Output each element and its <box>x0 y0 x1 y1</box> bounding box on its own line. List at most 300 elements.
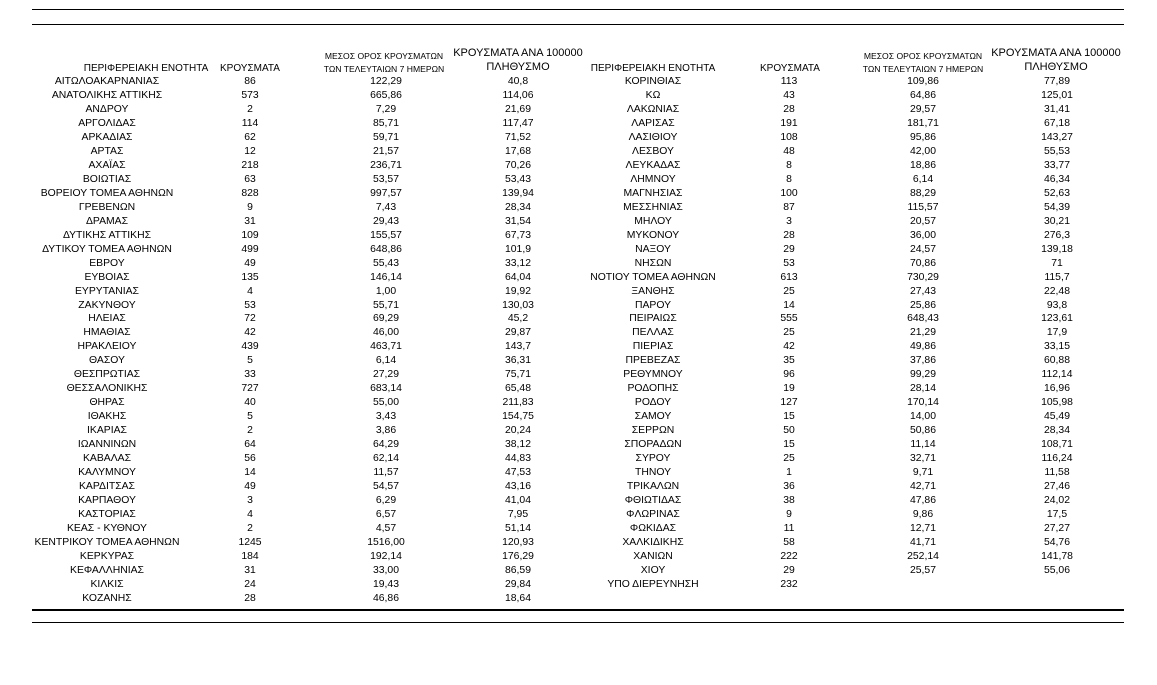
right-per100k-cell: 125,01 <box>1041 89 1073 101</box>
left-region-cell: ΚΕΦΑΛΛΗΝΙΑΣ <box>70 564 144 576</box>
right-per100k-cell: 17,9 <box>1046 327 1068 339</box>
right-per100k-cell: 67,18 <box>1043 117 1070 129</box>
left-region-cell: ΘΑΣΟΥ <box>89 355 125 367</box>
left-per100k-cell: 53,43 <box>504 173 531 185</box>
right-region-cell: ΛΑΡΙΣΑΣ <box>631 117 675 129</box>
right-avg7-cell: 41,71 <box>909 537 936 548</box>
left-avg7-cell: 463,71 <box>370 341 402 353</box>
left-cases-cell: 31 <box>244 215 256 227</box>
right-per100k-cell: 71 <box>1051 257 1063 269</box>
left-avg7-cell: 59,71 <box>372 131 399 143</box>
right-avg7-cell: 36,00 <box>909 229 936 241</box>
right-per100k-cell: 55,06 <box>1043 564 1070 576</box>
left-region-cell: ΚΑΡΠΑΘΟΥ <box>78 495 136 507</box>
right-cases-cell: 25 <box>783 285 795 297</box>
right-cases-cell: 191 <box>780 117 798 129</box>
left-region-cell: ΔΥΤΙΚΗΣ ΑΤΤΙΚΗΣ <box>62 229 152 241</box>
right-per100k-cell: 17,5 <box>1046 509 1068 521</box>
left-region-cell: ΙΩΑΝΝΙΝΩΝ <box>77 439 137 451</box>
left-per100k-cell: 28,34 <box>504 201 531 213</box>
right-region-cell: ΚΟΡΙΝΘΙΑΣ <box>624 76 682 87</box>
right-avg7-cell: 25,57 <box>909 564 936 576</box>
right-avg7-cell: 12,71 <box>909 523 936 535</box>
left-region-cell: ΘΕΣΠΡΩΤΙΑΣ <box>73 369 141 381</box>
right-region-cell: ΦΩΚΙΔΑΣ <box>629 523 677 535</box>
left-avg7-cell: 85,71 <box>372 117 399 129</box>
left-avg7-cell: 236,71 <box>370 159 402 171</box>
right-region-cell: ΜΥΚΟΝΟΥ <box>626 229 680 241</box>
left-per100k-cell: 19,92 <box>504 285 531 297</box>
left-region-cell: ΓΡΕΒΕΝΩΝ <box>78 201 136 213</box>
left-cases-cell: 33 <box>244 369 256 381</box>
left-cases-cell: 2 <box>247 103 253 115</box>
right-avg7-cell: 20,57 <box>909 215 936 227</box>
right-cases-cell: 100 <box>780 187 798 199</box>
header-per100k-right-line2: ΠΛΗΘΥΣΜΟ <box>1024 61 1088 73</box>
left-avg7-cell: 55,00 <box>372 397 399 409</box>
left-avg7-cell: 21,57 <box>372 145 399 157</box>
left-avg7-cell: 27,29 <box>372 369 399 381</box>
header-region-left: ΠΕΡΙΦΕΡΕΙΑΚΗ ΕΝΟΤΗΤΑ <box>83 63 209 74</box>
right-cases-cell: 35 <box>783 355 795 367</box>
left-per100k-cell: 40,8 <box>507 76 529 87</box>
header-avg-left-line2: ΤΩΝ ΤΕΛΕΥΤΑΙΩΝ 7 ΗΜΕΡΩΝ <box>323 64 445 74</box>
left-region-cell: ΑΧΑΪΑΣ <box>88 159 126 171</box>
left-region-cell: ΚΟΖΑΝΗΣ <box>82 592 132 604</box>
right-region-cell: ΠΙΕΡΙΑΣ <box>632 341 674 353</box>
left-per100k-cell: 17,68 <box>504 145 531 157</box>
left-region-cell: ΘΗΡΑΣ <box>89 397 125 409</box>
right-cases-cell: 50 <box>783 425 795 437</box>
left-per100k-cell: 31,54 <box>504 215 531 227</box>
right-per100k-cell: 139,18 <box>1041 243 1073 255</box>
left-avg7-cell: 683,14 <box>370 383 402 395</box>
left-avg7-cell: 6,57 <box>375 509 397 521</box>
right-per100k-cell: 27,46 <box>1043 481 1070 493</box>
left-cases-cell: 31 <box>244 564 256 576</box>
right-region-cell: ΝΑΞΟΥ <box>635 243 671 255</box>
left-avg7-cell: 53,57 <box>372 173 399 185</box>
right-avg7-cell: 109,86 <box>907 76 939 87</box>
right-avg7-cell: 29,57 <box>909 103 936 115</box>
right-region-cell: ΣΑΜΟΥ <box>634 411 672 423</box>
right-per100k-cell: 115,7 <box>1044 271 1070 283</box>
left-region-cell: ΚΕΡΚΥΡΑΣ <box>79 550 135 562</box>
left-region-cell: ΑΡΓΟΛΙΔΑΣ <box>78 117 136 129</box>
left-cases-cell: 42 <box>244 327 256 339</box>
left-avg7-cell: 192,14 <box>370 550 402 562</box>
left-per100k-cell: 101,9 <box>504 243 531 255</box>
right-avg7-cell: 6,14 <box>912 173 934 185</box>
left-per100k-cell: 64,04 <box>504 271 531 283</box>
left-per100k-cell: 67,73 <box>504 229 531 241</box>
left-per100k-cell: 139,94 <box>502 187 534 199</box>
right-region-cell: ΜΕΣΣΗΝΙΑΣ <box>623 201 683 213</box>
left-per100k-cell: 36,31 <box>504 355 531 367</box>
left-per100k-cell: 21,69 <box>504 103 531 115</box>
right-region-cell: ΚΩ <box>645 89 661 101</box>
left-per100k-cell: 44,83 <box>504 453 531 465</box>
left-region-cell: ΗΡΑΚΛΕΙΟΥ <box>77 341 137 353</box>
right-cases-cell: 19 <box>783 383 795 395</box>
left-avg7-cell: 6,14 <box>375 355 397 367</box>
left-cases-cell: 49 <box>244 481 256 493</box>
header-per100k-left-line2: ΠΛΗΘΥΣΜΟ <box>486 61 550 73</box>
right-cases-cell: 28 <box>783 229 795 241</box>
left-per100k-cell: 33,12 <box>504 257 531 269</box>
left-per100k-cell: 38,12 <box>504 439 531 451</box>
right-region-cell: ΣΕΡΡΩΝ <box>631 425 675 437</box>
right-avg7-cell: 21,29 <box>909 327 936 339</box>
left-avg7-cell: 1,00 <box>375 285 397 297</box>
left-cases-cell: 135 <box>241 271 259 283</box>
left-per100k-cell: 45,2 <box>507 313 529 325</box>
right-region-cell: ΦΘΙΩΤΙΔΑΣ <box>624 495 682 507</box>
right-cases-cell: 15 <box>783 411 795 423</box>
right-region-cell: ΡΕΘΥΜΝΟΥ <box>623 369 683 381</box>
right-region-cell: ΞΑΝΘΗΣ <box>631 285 675 297</box>
right-per100k-cell: 108,71 <box>1041 439 1073 451</box>
right-cases-cell: 11 <box>783 523 795 535</box>
left-per100k-cell: 47,53 <box>504 467 531 479</box>
left-per100k-cell: 29,87 <box>504 327 531 339</box>
left-region-cell: ΙΚΑΡΙΑΣ <box>87 425 127 437</box>
right-cases-cell: 222 <box>780 550 798 562</box>
left-cases-cell: 64 <box>244 439 256 451</box>
right-cases-cell: 555 <box>780 313 798 325</box>
right-avg7-cell: 28,14 <box>909 383 936 395</box>
footer-rule <box>32 622 1124 623</box>
right-avg7-cell: 37,86 <box>909 355 936 367</box>
left-region-cell: ΕΥΡΥΤΑΝΙΑΣ <box>75 285 139 297</box>
right-per100k-cell: 22,48 <box>1043 285 1070 297</box>
header-avg-right-line1: ΜΕΣΟΣ ΟΡΟΣ ΚΡΟΥΣΜΑΤΩΝ <box>863 51 983 61</box>
left-cases-cell: 5 <box>247 355 253 367</box>
left-cases-cell: 727 <box>241 383 259 395</box>
left-avg7-cell: 55,43 <box>372 257 399 269</box>
left-cases-cell: 9 <box>247 201 253 213</box>
right-per100k-cell: 33,77 <box>1043 159 1070 171</box>
right-per100k-cell: 33,15 <box>1043 341 1070 353</box>
left-cases-cell: 40 <box>244 397 256 409</box>
right-region-cell: ΠΡΕΒΕΖΑΣ <box>625 355 681 367</box>
right-region-cell: ΡΟΔΟΥ <box>634 397 672 409</box>
right-per100k-cell: 46,34 <box>1043 173 1070 185</box>
left-cases-cell: 3 <box>247 495 253 507</box>
left-cases-cell: 5 <box>247 411 253 423</box>
left-per100k-cell: 211,83 <box>502 397 534 409</box>
left-cases-cell: 828 <box>241 187 259 199</box>
right-cases-cell: 1 <box>786 467 792 479</box>
right-region-cell: ΧΑΝΙΩΝ <box>633 550 673 562</box>
right-cases-cell: 9 <box>786 509 792 521</box>
right-region-cell: ΡΟΔΟΠΗΣ <box>627 383 679 395</box>
right-region-cell: ΛΑΚΩΝΙΑΣ <box>626 103 680 115</box>
right-per100k-cell: 55,53 <box>1043 145 1070 157</box>
table-bottom-rule <box>32 609 1124 611</box>
right-cases-cell: 108 <box>780 131 798 143</box>
left-cases-cell: 2 <box>247 523 253 535</box>
left-region-cell: ΑΡΤΑΣ <box>90 145 124 157</box>
left-region-cell: ΕΒΡΟΥ <box>89 257 125 269</box>
left-avg7-cell: 64,29 <box>372 439 399 451</box>
left-cases-cell: 2 <box>247 425 253 437</box>
right-cases-cell: 14 <box>783 299 795 311</box>
right-per100k-cell: 143,27 <box>1041 131 1073 143</box>
header-avg-left-line1: ΜΕΣΟΣ ΟΡΟΣ ΚΡΟΥΣΜΑΤΩΝ <box>324 51 444 61</box>
left-cases-cell: 62 <box>244 131 256 143</box>
left-cases-cell: 49 <box>244 257 256 269</box>
right-per100k-cell: 93,8 <box>1046 299 1068 311</box>
right-region-cell: ΛΗΜΝΟΥ <box>630 173 676 185</box>
left-avg7-cell: 7,29 <box>375 103 397 115</box>
right-cases-cell: 25 <box>783 327 795 339</box>
right-region-cell: ΠΕΙΡΑΙΩΣ <box>629 313 677 325</box>
right-region-cell: ΦΛΩΡΙΝΑΣ <box>626 509 680 521</box>
header-avg-right-line2: ΤΩΝ ΤΕΛΕΥΤΑΙΩΝ 7 ΗΜΕΡΩΝ <box>862 64 984 74</box>
left-avg7-cell: 648,86 <box>370 243 402 255</box>
right-avg7-cell: 252,14 <box>907 550 939 562</box>
left-avg7-cell: 6,29 <box>375 495 397 507</box>
right-cases-cell: 3 <box>786 215 792 227</box>
right-avg7-cell: 64,86 <box>909 89 936 101</box>
left-region-cell: ΔΡΑΜΑΣ <box>85 215 129 227</box>
right-per100k-cell: 31,41 <box>1043 103 1070 115</box>
header-top-rule <box>32 24 1124 25</box>
left-region-cell: ΚΑΣΤΟΡΙΑΣ <box>78 509 136 521</box>
left-avg7-cell: 55,71 <box>372 299 399 311</box>
right-avg7-cell: 50,86 <box>909 425 936 437</box>
header-per100k-left-line1: ΚΡΟΥΣΜΑΤΑ ΑΝΑ 100000 <box>453 47 583 59</box>
right-cases-cell: 113 <box>780 76 798 87</box>
left-avg7-cell: 122,29 <box>370 76 402 87</box>
right-per100k-cell: 77,89 <box>1043 76 1070 87</box>
left-avg7-cell: 997,57 <box>370 187 402 199</box>
right-cases-cell: 58 <box>783 537 795 548</box>
left-region-cell: ΔΥΤΙΚΟΥ ΤΟΜΕΑ ΑΘΗΝΩΝ <box>42 243 172 255</box>
left-cases-cell: 439 <box>241 341 259 353</box>
left-per100k-cell: 117,47 <box>502 117 534 129</box>
left-cases-cell: 109 <box>241 229 259 241</box>
right-per100k-cell: 11,58 <box>1044 467 1070 479</box>
left-cases-cell: 86 <box>244 76 256 87</box>
right-per100k-cell: 112,14 <box>1041 369 1073 381</box>
right-region-cell: ΝΟΤΙΟΥ ΤΟΜΕΑ ΑΘΗΝΩΝ <box>590 271 716 283</box>
right-cases-cell: 232 <box>780 578 798 590</box>
right-region-cell: ΜΑΓΝΗΣΙΑΣ <box>623 187 683 199</box>
right-per100k-cell: 141,78 <box>1041 550 1073 562</box>
left-per100k-cell: 7,95 <box>507 509 529 521</box>
left-per100k-cell: 65,48 <box>504 383 531 395</box>
right-avg7-cell: 27,43 <box>909 285 936 297</box>
left-region-cell: ΚΕΝΤΡΙΚΟΥ ΤΟΜΕΑ ΑΘΗΝΩΝ <box>34 537 180 548</box>
left-avg7-cell: 146,14 <box>370 271 402 283</box>
right-avg7-cell: 11,14 <box>910 439 936 451</box>
right-region-cell: ΥΠΟ ΔΙΕΡΕΥΝΗΣΗ <box>607 578 699 590</box>
right-cases-cell: 48 <box>783 145 795 157</box>
right-avg7-cell: 24,57 <box>909 243 936 255</box>
right-per100k-cell: 60,88 <box>1043 355 1070 367</box>
right-avg7-cell: 14,00 <box>909 411 936 423</box>
right-region-cell: ΧΑΛΚΙΔΙΚΗΣ <box>622 537 684 548</box>
left-cases-cell: 14 <box>244 467 256 479</box>
left-avg7-cell: 155,57 <box>370 229 402 241</box>
right-region-cell: ΣΠΟΡΑΔΩΝ <box>624 439 682 451</box>
left-per100k-cell: 18,64 <box>504 592 531 604</box>
right-avg7-cell: 47,86 <box>909 495 936 507</box>
left-per100k-cell: 29,84 <box>504 578 531 590</box>
left-region-cell: ΖΑΚΥΝΘΟΥ <box>78 299 136 311</box>
right-per100k-cell: 54,39 <box>1043 201 1070 213</box>
right-avg7-cell: 730,29 <box>907 271 939 283</box>
right-avg7-cell: 648,43 <box>907 313 939 325</box>
left-per100k-cell: 20,24 <box>504 425 531 437</box>
left-region-cell: ΚΑΒΑΛΑΣ <box>82 453 132 465</box>
right-avg7-cell: 25,86 <box>909 299 936 311</box>
left-cases-cell: 184 <box>241 550 259 562</box>
left-per100k-cell: 176,29 <box>502 550 534 562</box>
header-cases-left: ΚΡΟΥΣΜΑΤΑ <box>220 63 280 74</box>
right-cases-cell: 42 <box>783 341 795 353</box>
right-cases-cell: 25 <box>783 453 795 465</box>
right-region-cell: ΜΗΛΟΥ <box>634 215 672 227</box>
left-avg7-cell: 3,86 <box>375 425 397 437</box>
left-per100k-cell: 120,93 <box>502 537 534 548</box>
right-region-cell: ΛΑΣΙΘΙΟΥ <box>628 131 678 143</box>
right-per100k-cell: 30,21 <box>1043 215 1070 227</box>
left-region-cell: ΒΟΡΕΙΟΥ ΤΟΜΕΑ ΑΘΗΝΩΝ <box>40 187 174 199</box>
left-avg7-cell: 62,14 <box>372 453 399 465</box>
left-avg7-cell: 69,29 <box>372 313 399 325</box>
left-region-cell: ΑΝΔΡΟΥ <box>85 103 129 115</box>
left-region-cell: ΕΥΒΟΙΑΣ <box>84 271 130 283</box>
left-region-cell: ΒΟΙΩΤΙΑΣ <box>82 173 132 185</box>
left-avg7-cell: 4,57 <box>375 523 397 535</box>
right-cases-cell: 36 <box>783 481 795 493</box>
left-region-cell: ΑΝΑΤΟΛΙΚΗΣ ΑΤΤΙΚΗΣ <box>51 89 163 101</box>
left-per100k-cell: 71,52 <box>504 131 531 143</box>
right-avg7-cell: 70,86 <box>909 257 936 269</box>
right-avg7-cell: 49,86 <box>909 341 936 353</box>
right-cases-cell: 8 <box>786 159 792 171</box>
left-cases-cell: 573 <box>241 89 259 101</box>
left-cases-cell: 56 <box>244 453 256 465</box>
right-avg7-cell: 18,86 <box>909 159 936 171</box>
right-per100k-cell: 116,24 <box>1041 453 1073 465</box>
right-avg7-cell: 170,14 <box>907 397 939 409</box>
right-cases-cell: 127 <box>780 397 798 409</box>
right-cases-cell: 8 <box>786 173 792 185</box>
right-per100k-cell: 105,98 <box>1041 397 1073 409</box>
left-region-cell: ΑΙΤΩΛΟΑΚΑΡΝΑΝΙΑΣ <box>54 76 160 87</box>
right-region-cell: ΠΕΛΛΑΣ <box>632 327 674 339</box>
right-avg7-cell: 32,71 <box>909 453 936 465</box>
right-region-cell: ΣΥΡΟΥ <box>635 453 671 465</box>
left-avg7-cell: 19,43 <box>372 578 399 590</box>
left-per100k-cell: 75,71 <box>504 369 531 381</box>
right-cases-cell: 29 <box>783 564 795 576</box>
right-region-cell: ΤΡΙΚΑΛΩΝ <box>626 481 680 493</box>
right-per100k-cell: 276,3 <box>1043 229 1070 241</box>
left-per100k-cell: 43,16 <box>504 481 531 493</box>
left-per100k-cell: 70,26 <box>504 159 531 171</box>
left-cases-cell: 1245 <box>238 537 262 548</box>
left-per100k-cell: 86,59 <box>504 564 531 576</box>
left-avg7-cell: 665,86 <box>370 89 402 101</box>
left-avg7-cell: 11,57 <box>373 467 399 479</box>
left-cases-cell: 12 <box>244 145 256 157</box>
right-region-cell: ΧΙΟΥ <box>640 564 666 576</box>
right-per100k-cell: 123,61 <box>1041 313 1073 325</box>
left-per100k-cell: 41,04 <box>504 495 531 507</box>
left-avg7-cell: 3,43 <box>375 411 397 423</box>
left-region-cell: ΚΕΑΣ - ΚΥΘΝΟΥ <box>67 523 147 535</box>
right-per100k-cell: 16,96 <box>1043 383 1070 395</box>
right-avg7-cell: 42,00 <box>909 145 936 157</box>
left-cases-cell: 499 <box>241 243 259 255</box>
left-per100k-cell: 114,06 <box>502 89 534 101</box>
left-per100k-cell: 130,03 <box>502 299 534 311</box>
right-per100k-cell: 27,27 <box>1043 523 1070 535</box>
right-region-cell: ΛΕΣΒΟΥ <box>632 145 674 157</box>
left-region-cell: ΗΛΕΙΑΣ <box>88 313 126 325</box>
left-region-cell: ΗΜΑΘΙΑΣ <box>83 327 131 339</box>
left-avg7-cell: 29,43 <box>372 215 399 227</box>
left-avg7-cell: 33,00 <box>372 564 399 576</box>
left-per100k-cell: 143,7 <box>504 341 531 353</box>
left-per100k-cell: 51,14 <box>504 523 531 535</box>
right-cases-cell: 43 <box>783 89 795 101</box>
right-cases-cell: 96 <box>783 369 795 381</box>
left-cases-cell: 63 <box>244 173 256 185</box>
right-avg7-cell: 9,86 <box>912 509 934 521</box>
right-region-cell: ΠΑΡΟΥ <box>634 299 672 311</box>
left-cases-cell: 53 <box>244 299 256 311</box>
left-avg7-cell: 46,86 <box>372 592 399 604</box>
right-cases-cell: 87 <box>783 201 795 213</box>
right-region-cell: ΝΗΣΩΝ <box>634 257 672 269</box>
right-per100k-cell: 28,34 <box>1043 425 1070 437</box>
left-avg7-cell: 7,43 <box>375 201 397 213</box>
right-region-cell: ΛΕΥΚΑΔΑΣ <box>625 159 681 171</box>
left-region-cell: ΚΑΛΥΜΝΟΥ <box>78 467 136 479</box>
right-region-cell: ΤΗΝΟΥ <box>634 467 672 479</box>
left-per100k-cell: 154,75 <box>502 411 534 423</box>
right-avg7-cell: 88,29 <box>909 187 936 199</box>
right-avg7-cell: 9,71 <box>912 467 934 479</box>
right-per100k-cell: 52,63 <box>1043 187 1070 199</box>
left-avg7-cell: 54,57 <box>372 481 399 493</box>
right-cases-cell: 28 <box>783 103 795 115</box>
left-region-cell: ΚΑΡΔΙΤΣΑΣ <box>79 481 135 493</box>
top-rule <box>32 9 1124 10</box>
right-avg7-cell: 99,29 <box>909 369 936 381</box>
left-avg7-cell: 46,00 <box>372 327 399 339</box>
right-avg7-cell: 42,71 <box>909 481 936 493</box>
right-per100k-cell: 54,76 <box>1043 537 1070 548</box>
right-cases-cell: 15 <box>783 439 795 451</box>
right-cases-cell: 38 <box>783 495 795 507</box>
left-cases-cell: 72 <box>244 313 256 325</box>
header-per100k-right-line1: ΚΡΟΥΣΜΑΤΑ ΑΝΑ 100000 <box>991 47 1121 59</box>
right-cases-cell: 29 <box>783 243 795 255</box>
left-cases-cell: 28 <box>244 592 256 604</box>
header-cases-right: ΚΡΟΥΣΜΑΤΑ <box>760 63 820 74</box>
left-region-cell: ΘΕΣΣΑΛΟΝΙΚΗΣ <box>66 383 148 395</box>
right-cases-cell: 53 <box>783 257 795 269</box>
left-cases-cell: 114 <box>241 117 259 129</box>
left-region-cell: ΑΡΚΑΔΙΑΣ <box>81 131 133 143</box>
